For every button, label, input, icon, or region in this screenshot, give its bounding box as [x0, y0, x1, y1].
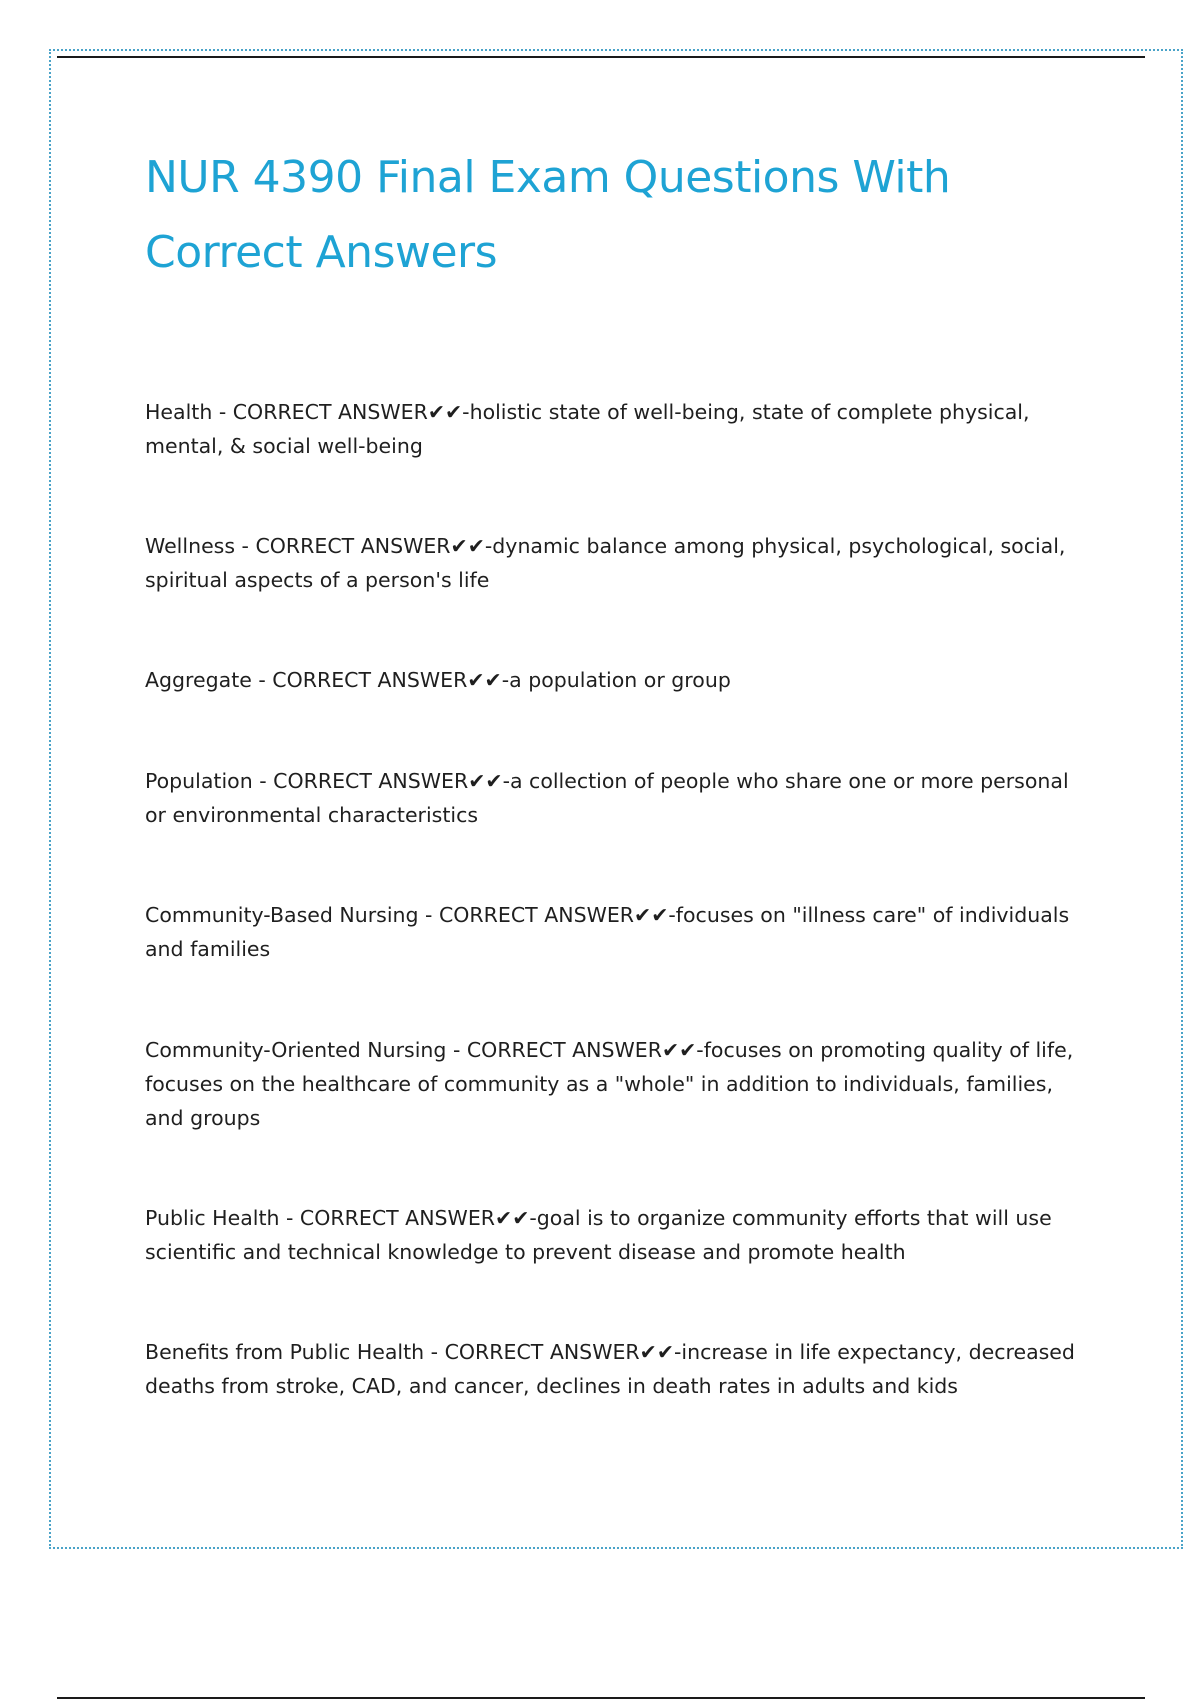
document-title: NUR 4390 Final Exam Questions With Correct Answers — [145, 152, 951, 278]
qa-entry-community-based-nursing: Community-Based Nursing - CORRECT ANSWER✔✔-focuses on "illness care" of individuals and families — [145, 903, 1070, 961]
qa-entry-public-health: Public Health - CORRECT ANSWER✔✔-goal is to organize community efforts that will use scientific and technical knowledge to prevent disease and promote health — [145, 1206, 1052, 1264]
qa-entry-health: Health - CORRECT ANSWER✔✔-holistic state of well-being, state of complete physical, mental, & social well-being — [145, 400, 1030, 458]
top-divider — [57, 56, 1145, 58]
qa-entry-population: Population - CORRECT ANSWER✔✔-a collection of people who share one or more personal or environmental characteristics — [145, 769, 1069, 827]
bottom-divider — [57, 1697, 1145, 1699]
qa-entry-wellness: Wellness - CORRECT ANSWER✔✔-dynamic balance among physical, psychological, social, spiritual aspects of a person's life — [145, 534, 1066, 592]
qa-entry-community-oriented-nursing: Community-Oriented Nursing - CORRECT ANSWER✔✔-focuses on promoting quality of life, focuses on the healthcare of community as a "whole" in addition to individuals, families, and groups — [145, 1038, 1074, 1130]
qa-entry-benefits-public-health: Benefits from Public Health - CORRECT ANSWER✔✔-increase in life expectancy, decreased deaths from stroke, CAD, and cancer, declines in death rates in adults and kids — [145, 1340, 1075, 1398]
qa-entry-aggregate: Aggregate - CORRECT ANSWER✔✔-a population or group — [145, 668, 731, 692]
